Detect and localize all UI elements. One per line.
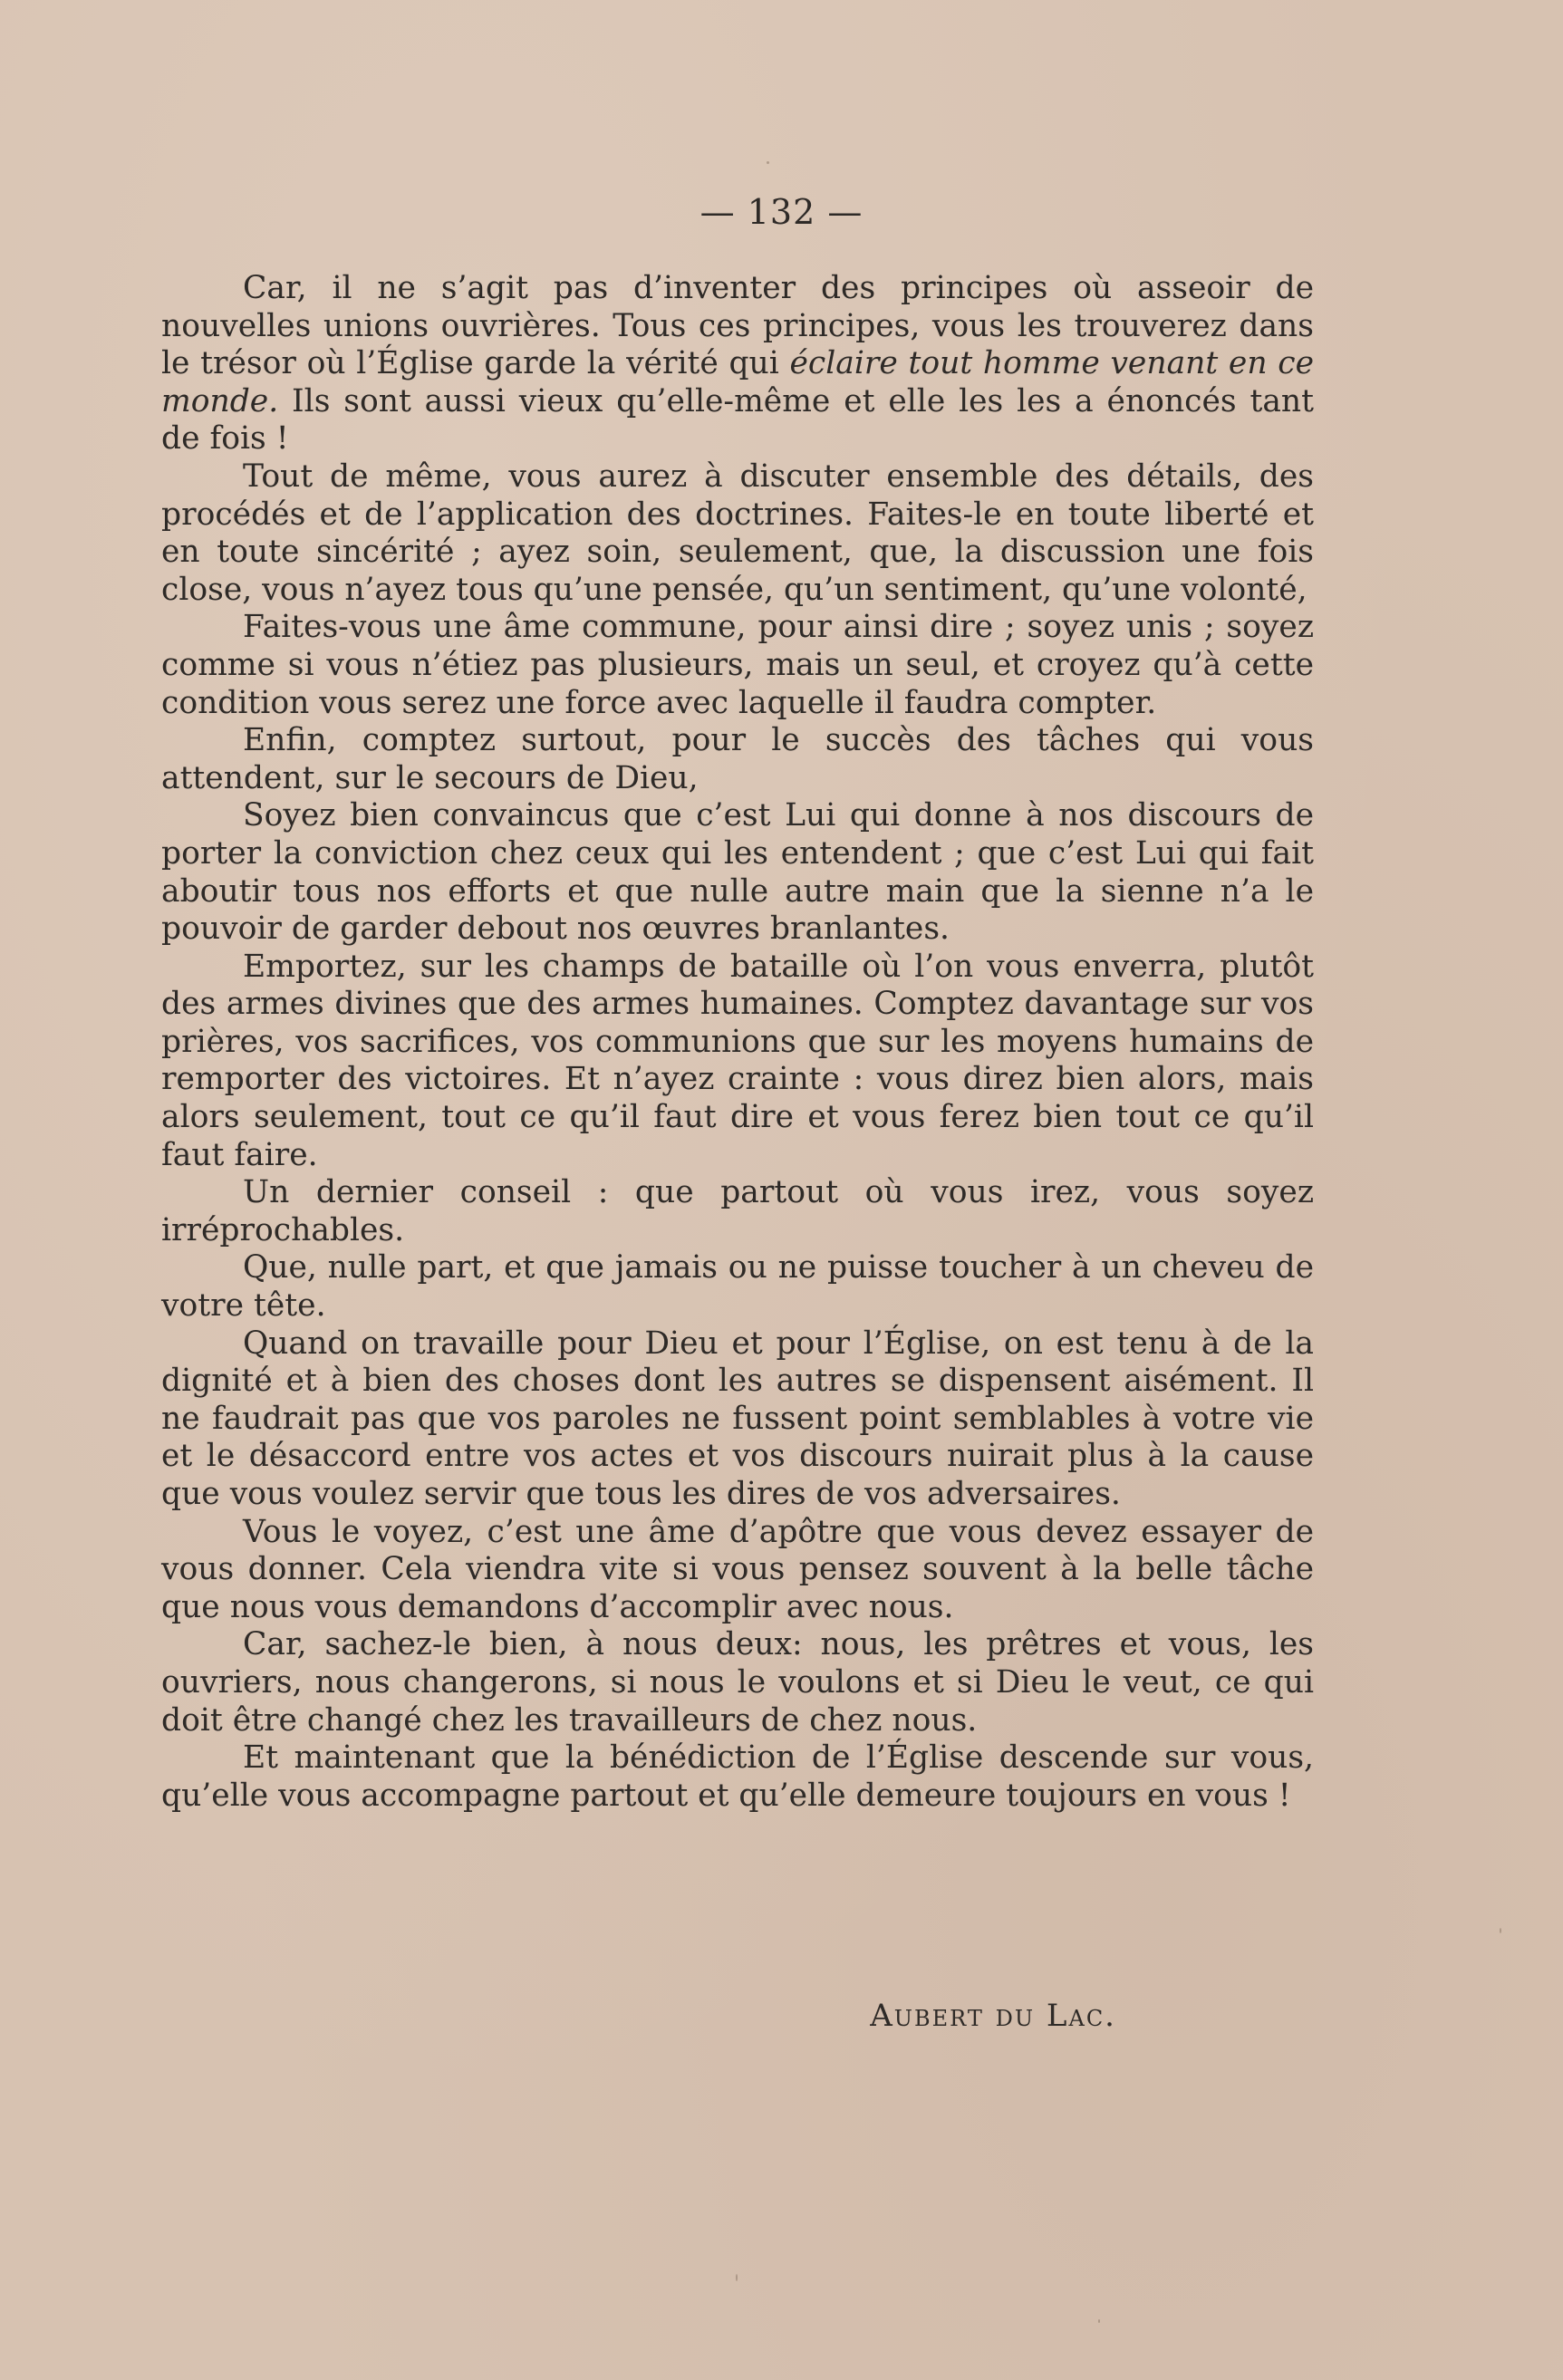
- paragraph: [161, 270, 1314, 458]
- paragraph: [161, 722, 1314, 797]
- text-run: Quand on travaille pour Dieu et pour l’Église, on est tenu à de la dignité et à bien des choses dont les autres se dispensent aisément. Il ne faudrait pas que vos paroles ne fussent point semblables à votre vie et le désaccord entre vos actes et vos discours nuirait plus à la cause que vous voulez servir que tous les dires de vos adversaires.: [161, 1325, 1314, 1512]
- page-number: — 132 —: [699, 192, 864, 232]
- body-text: [161, 270, 1314, 1815]
- italic-text: éclaire tout homme venant en ce monde.: [161, 345, 1314, 419]
- paragraph: [161, 609, 1314, 722]
- paragraph: [161, 1739, 1314, 1815]
- paper-speck: [767, 161, 769, 164]
- paper-speck: [736, 2274, 738, 2281]
- paragraph: [161, 949, 1314, 1175]
- text-run: Faites-vous une âme commune, pour ainsi dire ; soyez unis ; soyez comme si vous n’étiez pas plusieurs, mais un seul, et croyez qu’à cette condition vous serez une force avec laquelle il faudra compter.: [161, 609, 1314, 721]
- text-run: Un dernier conseil : que partout où vous irez, vous soyez irréprochables.: [161, 1174, 1314, 1248]
- paragraph: [161, 1626, 1314, 1739]
- paragraph: [161, 1325, 1314, 1514]
- paper-speck: [1500, 1928, 1501, 1933]
- text-run: Enfin, comptez surtout, pour le succès des tâches qui vous attendent, sur le secours de Dieu,: [161, 722, 1314, 796]
- author-signature: Aubert du Lac.: [870, 1998, 1116, 2034]
- text-run: Emportez, sur les champs de bataille où l’on vous enverra, plutôt des armes divines que des armes humaines. Comptez davantage sur vos prières, vos sacrifices, vos communions que sur les moyens humains de remporter des victoires. Et n’ayez crainte : vous direz bien alors, mais alors seulement, tout ce qu’il faut dire et vous ferez bien tout ce qu’il faut faire.: [161, 948, 1314, 1173]
- text-run: Que, nulle part, et que jamais ou ne puisse toucher à un cheveu de votre tête.: [161, 1249, 1314, 1325]
- text-run: Tout de même, vous aurez à discuter ensemble des détails, des procédés et de l’application des doctrines. Faites-le en toute liberté et en toute sincérité ; ayez soin, seulement, que, la discussion une fois close, vous n’ayez tous qu’une pensée, qu’un sentiment, qu’une volonté,: [161, 458, 1314, 608]
- paragraph: [161, 1174, 1314, 1249]
- paragraph: [161, 797, 1314, 948]
- text-run: Vous le voyez, c’est une âme d’apôtre que vous devez essayer de vous donner. Cela viendra vite si vous pensez souvent à la belle tâche que nous vous demandons d’accomplir avec nous.: [161, 1513, 1314, 1625]
- paragraph: [161, 1514, 1314, 1627]
- text-run: Ils sont aussi vieux qu’elle-même et elle les les a énoncés tant de fois !: [161, 382, 1314, 458]
- paragraph: [161, 1249, 1314, 1325]
- paragraph: [161, 458, 1314, 609]
- text-run: Car, sachez-le bien, à nous deux: nous, les prêtres et vous, les ouvriers, nous changerons, si nous le voulons et si Dieu le veut, ce qui doit être changé chez les travailleurs de chez nous.: [161, 1626, 1314, 1739]
- text-run: Et maintenant que la bénédiction de l’Église descende sur vous, qu’elle vous accompagne partout et qu’elle demeure toujours en vous !: [161, 1739, 1314, 1814]
- text-run: Car, il ne s’agit pas d’inventer des principes où asseoir de nouvelles unions ouvrières. Tous ces principes, vous les trouverez dans le trésor où l’Église garde la vérité qui: [161, 270, 1314, 382]
- text-run: Soyez bien convaincus que c’est Lui qui donne à nos discours de porter la conviction chez ceux qui les entendent ; que c’est Lui qui fait aboutir tous nos efforts et que nulle autre main que la sienne n’a le pouvoir de garder debout nos œuvres branlantes.: [161, 797, 1314, 948]
- paper-speck: [1098, 2319, 1100, 2323]
